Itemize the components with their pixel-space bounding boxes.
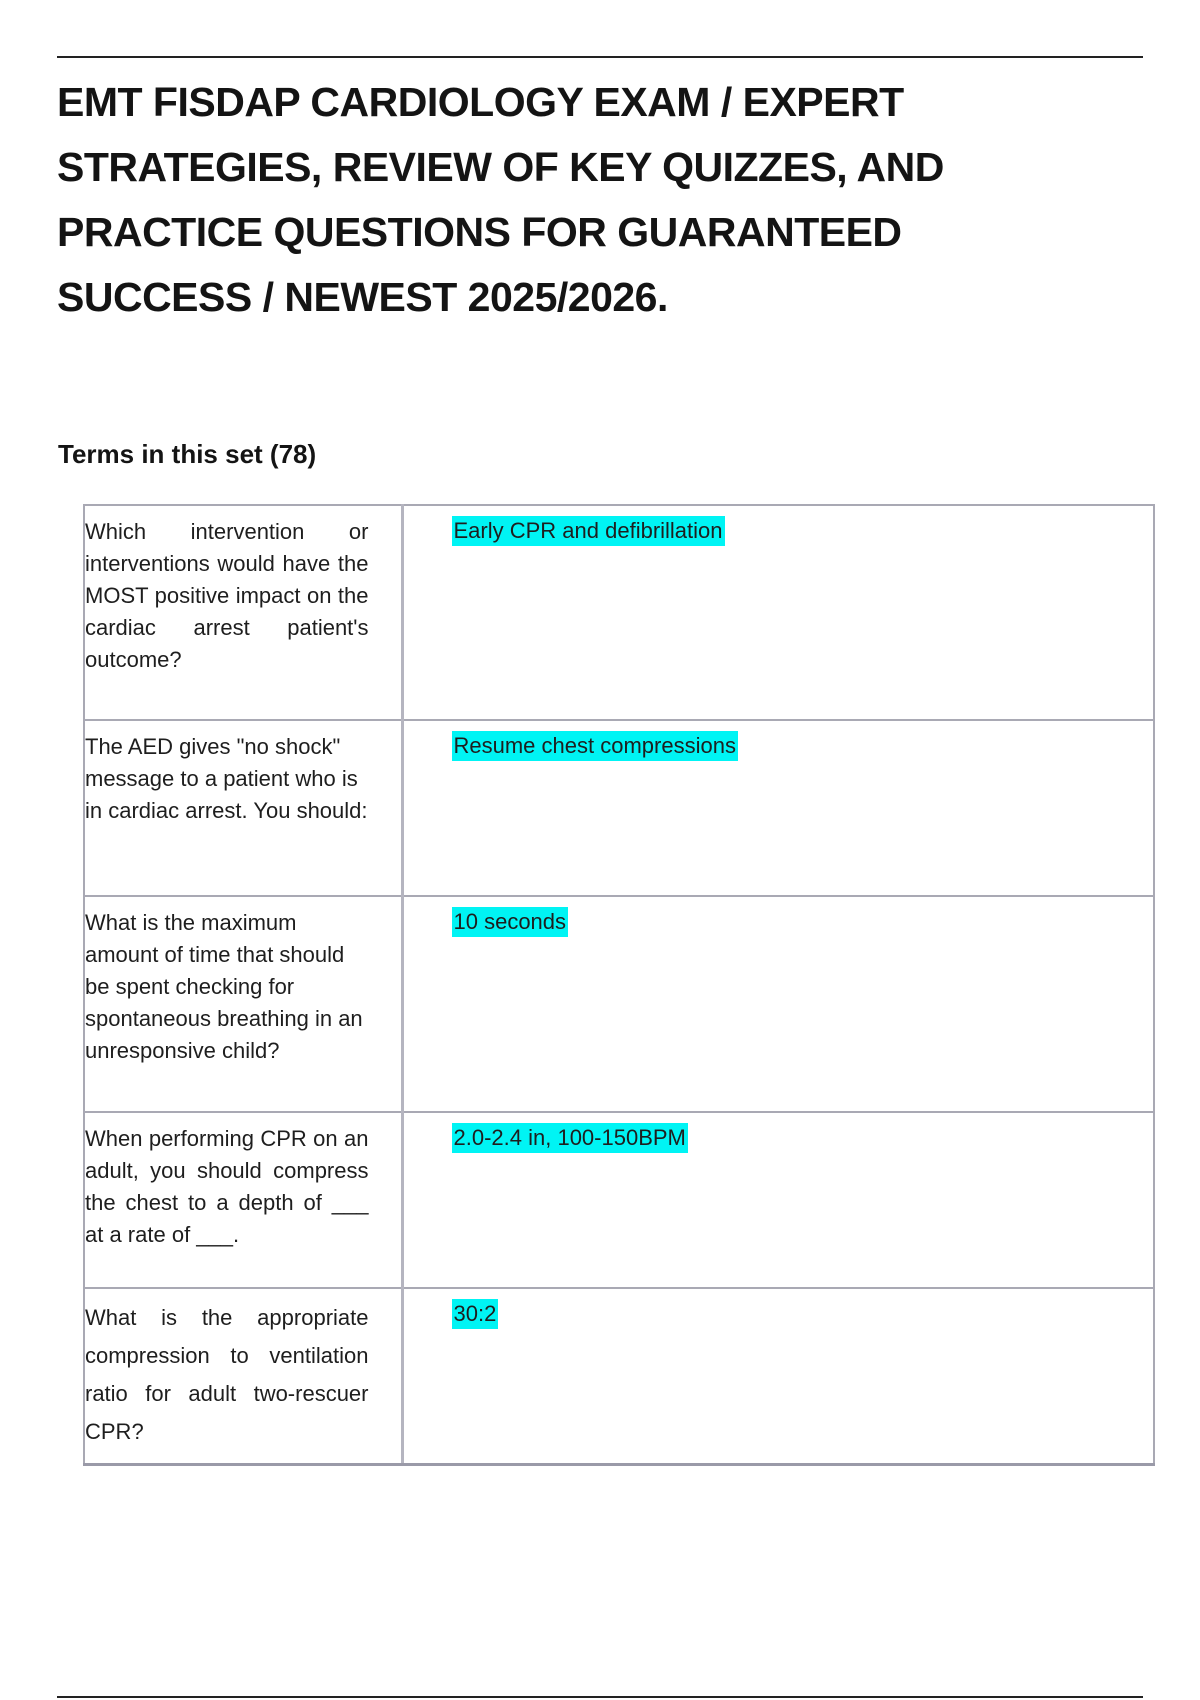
- document-title: EMT FISDAP CARDIOLOGY EXAM / EXPERT STRATEGIES, REVIEW OF KEY QUIZZES, AND PRACTICE QUESTIONS FOR GUARANTEED SUCCESS / NEWEST 2025/2026.: [57, 79, 944, 320]
- answer-cell: [402, 720, 1154, 896]
- question-cell: [84, 505, 402, 720]
- answer-text: Early CPR and defibrillation: [452, 516, 725, 546]
- answer-cell: [402, 1112, 1154, 1288]
- answer-text: 10 seconds: [452, 907, 569, 937]
- terms-heading: Terms in this set (78): [58, 439, 317, 469]
- question-cell: [84, 896, 402, 1112]
- term-row: [84, 1112, 1154, 1288]
- question-text: When performing CPR on an adult, you should compress the chest to a depth of ___ at a rate of ___.: [85, 1126, 369, 1247]
- terms-table: [83, 504, 1155, 1466]
- bottom-divider: [57, 1696, 1143, 1698]
- top-divider: [57, 56, 1143, 58]
- question-text: What is the maximum amount of time that should be spent checking for spontaneous breathing in an unresponsive child?: [85, 910, 363, 1063]
- answer-cell: [402, 505, 1154, 720]
- term-row: [84, 1288, 1154, 1465]
- question-text: What is the appropriate compression to ventilation ratio for adult two-rescuer CPR?: [85, 1305, 369, 1444]
- answer-text: Resume chest compressions: [452, 731, 738, 761]
- question-cell: [84, 1288, 402, 1465]
- answer-cell: [402, 896, 1154, 1112]
- question-cell: [84, 720, 402, 896]
- answer-cell: [402, 1288, 1154, 1465]
- answer-text: 30:2: [452, 1299, 499, 1329]
- question-text: The AED gives "no shock" message to a patient who is in cardiac arrest. You should:: [85, 734, 368, 823]
- question-text: Which intervention or interventions would have the MOST positive impact on the cardiac arrest patient's outcome?: [85, 519, 369, 672]
- question-cell: [84, 1112, 402, 1288]
- term-row: [84, 896, 1154, 1112]
- term-row: [84, 505, 1154, 720]
- answer-text: 2.0-2.4 in, 100-150BPM: [452, 1123, 688, 1153]
- term-row: [84, 720, 1154, 896]
